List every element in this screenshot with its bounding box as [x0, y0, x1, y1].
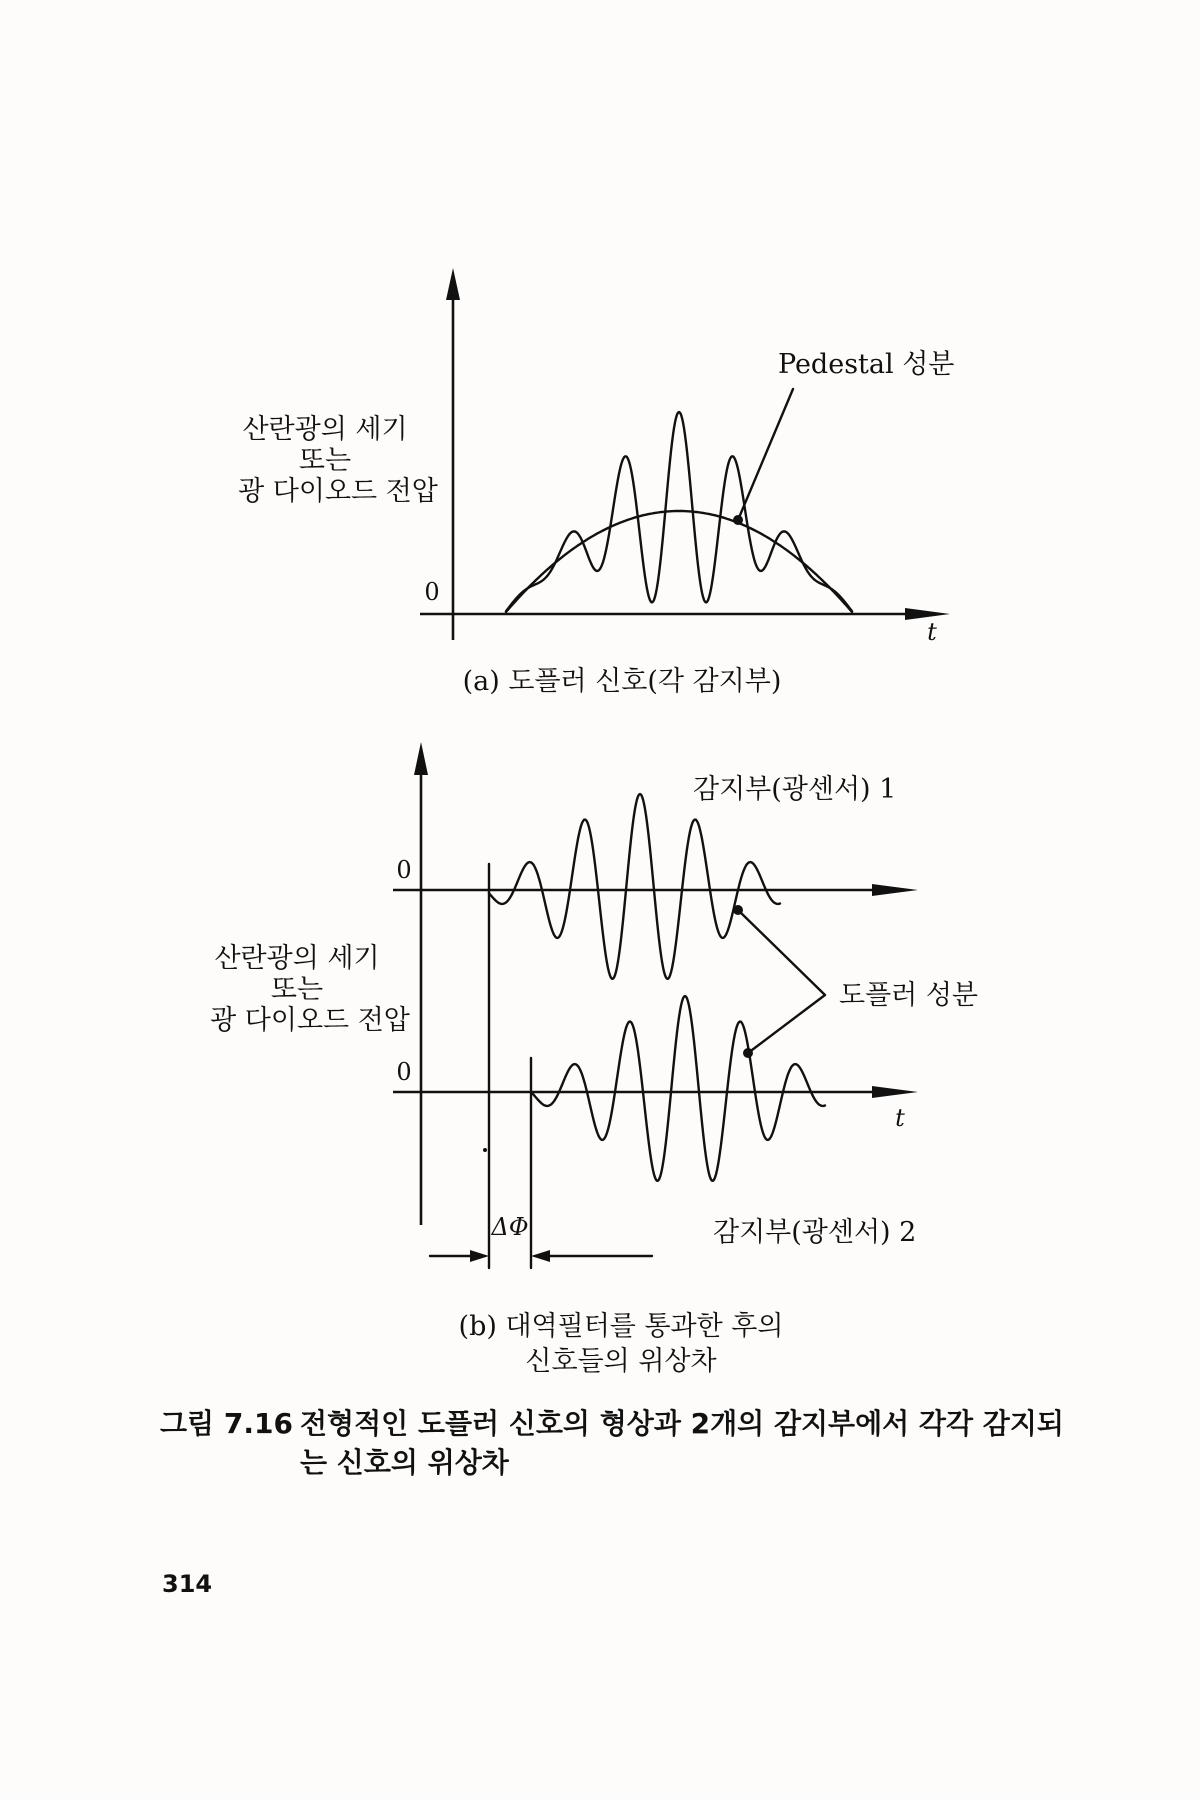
figure-caption-line2: 는 신호의 위상차 — [300, 1446, 509, 1479]
panel-a-ylabel-line3: 광 다이오드 전압 — [238, 476, 438, 507]
panel-b-leader-dot-bottom — [743, 1048, 753, 1058]
panel-b-sensor2-label: 감지부(광센서) 2 — [713, 1217, 917, 1248]
panel-b-caption-line2: 신호들의 위상차 — [525, 1346, 717, 1377]
panel-b-phase-arrow-left — [470, 1250, 489, 1262]
panel-b-phase-label: ΔΦ — [491, 1213, 529, 1241]
panel-b-doppler-leader — [738, 910, 825, 1053]
panel-b-t-label: t — [895, 1104, 905, 1132]
panel-b — [210, 742, 978, 1377]
panel-a-pedestal-leader — [738, 389, 793, 520]
panel-a-zero-label: 0 — [424, 578, 440, 606]
figure-number: 그림 7.16 — [160, 1407, 293, 1440]
panel-b-ylabel-line2: 또는 — [270, 974, 324, 1005]
panel-b-bottom-arrowhead — [872, 1086, 918, 1098]
panel-b-y-arrowhead — [414, 742, 428, 775]
panel-b-sensor2-signal — [531, 996, 825, 1181]
figure-caption — [160, 1407, 1064, 1479]
page-number: 314 — [162, 1570, 213, 1598]
panel-b-dot-mark — [483, 1148, 487, 1152]
panel-b-doppler-label: 도플러 성분 — [839, 980, 978, 1011]
panel-b-sensor1-signal — [489, 794, 780, 979]
panel-a-ylabel-line2: 또는 — [298, 445, 352, 476]
panel-b-zero-bottom: 0 — [396, 1058, 412, 1086]
panel-a-t-label: t — [927, 618, 937, 646]
panel-b-zero-top: 0 — [396, 856, 412, 884]
panel-b-sensor1-label: 감지부(광센서) 1 — [693, 774, 897, 805]
panel-a-pedestal-dot — [733, 515, 743, 525]
panel-a-pedestal-curve — [506, 511, 852, 612]
panel-a-ylabel-line1: 산란광의 세기 — [242, 414, 408, 445]
panel-a-caption: (a) 도플러 신호(각 감지부) — [462, 666, 782, 697]
panel-b-top-arrowhead — [872, 884, 918, 896]
panel-a-pedestal-label: Pedestal 성분 — [778, 349, 955, 380]
panel-b-ylabel-line3: 광 다이오드 전압 — [210, 1005, 410, 1036]
panel-b-ylabel-line1: 산란광의 세기 — [214, 943, 380, 974]
panel-a-y-arrowhead — [446, 268, 460, 300]
panel-a — [238, 268, 954, 697]
panel-b-caption-line1: (b) 대역필터를 통과한 후의 — [458, 1311, 784, 1342]
panel-b-phase-arrow-right — [531, 1250, 550, 1262]
figure-caption-line1: 전형적인 도플러 신호의 형상과 2개의 감지부에서 각각 감지되 — [300, 1407, 1064, 1440]
panel-b-leader-dot-top — [733, 905, 743, 915]
